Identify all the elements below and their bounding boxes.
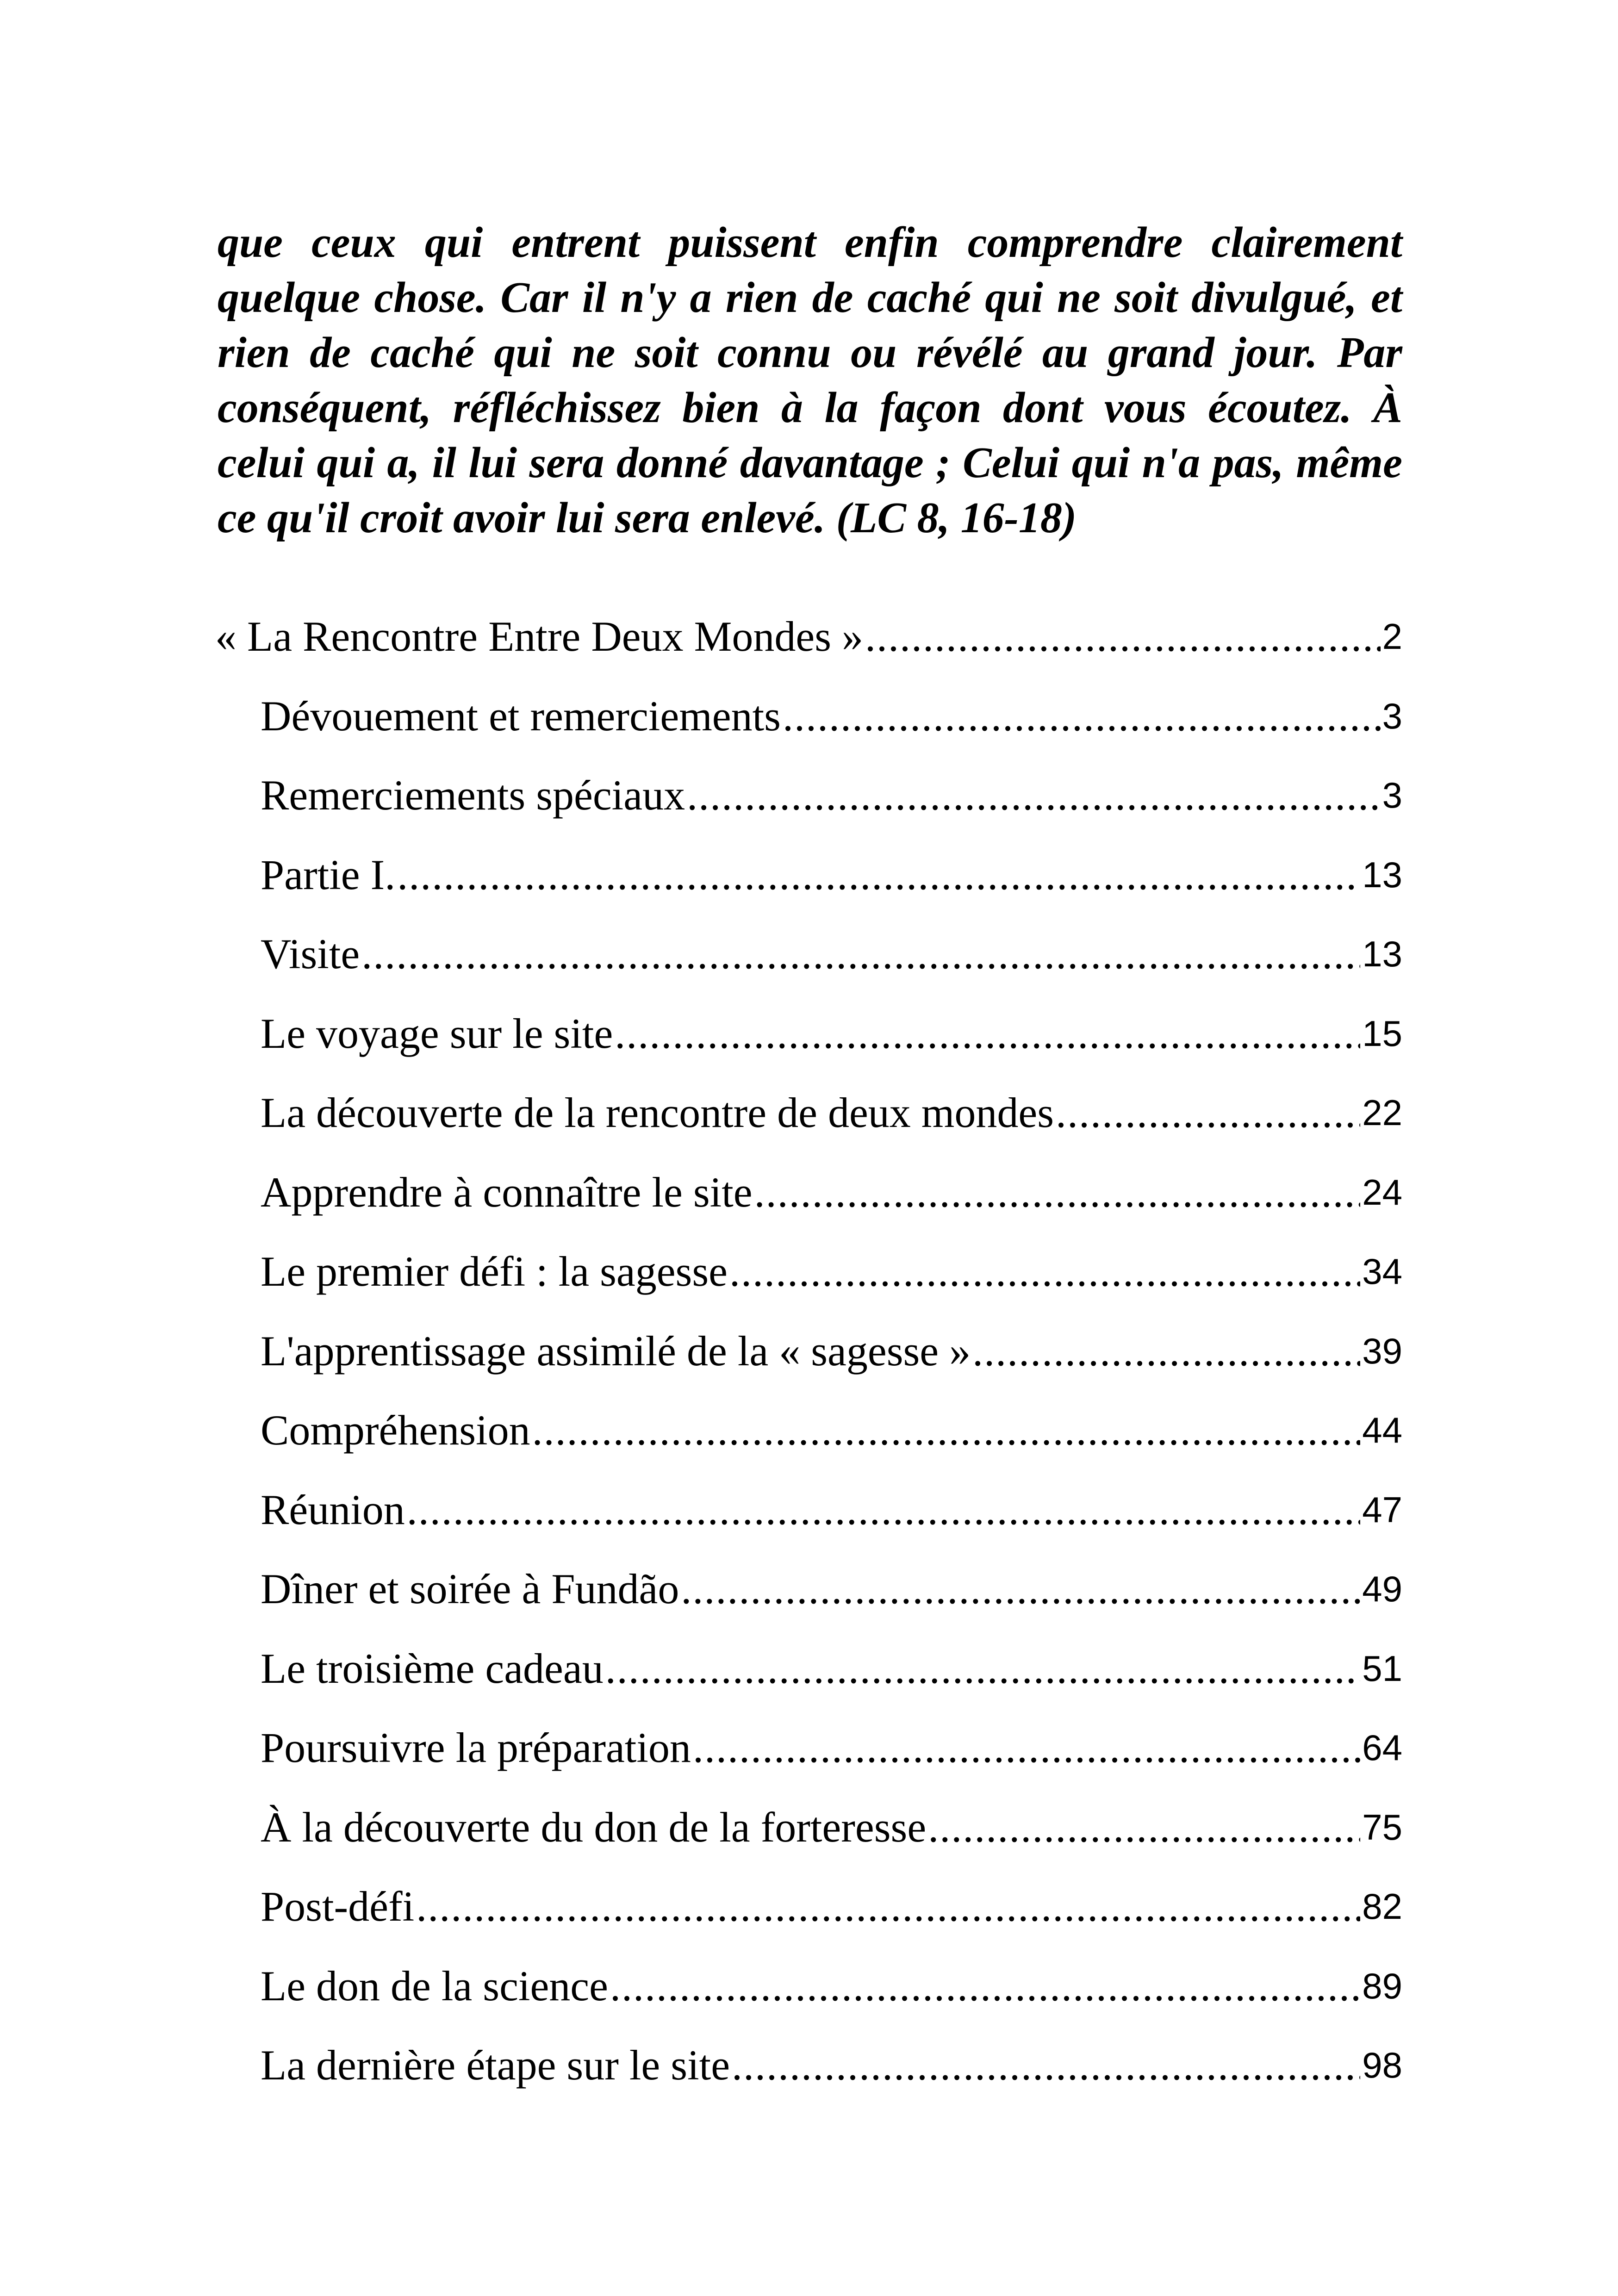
toc-entry[interactable]: [261, 1643, 1402, 1694]
toc-entry[interactable]: [261, 1960, 1402, 2011]
toc-dot-leader: [681, 1563, 1360, 1614]
toc-dot-leader: [361, 928, 1360, 979]
toc-entry[interactable]: [261, 1802, 1402, 1853]
toc-dot-leader: [693, 1722, 1360, 1773]
toc-entry-title: Remerciements spéciaux: [261, 772, 685, 819]
toc-entry[interactable]: [261, 1484, 1402, 1535]
toc-entry-title: Poursuivre la préparation: [261, 1724, 691, 1771]
scripture-quote: que ceux qui entrent puissent enfin comprendre clairement quelque chose. Car il n'y a rien de caché qui ne soit divulgué, et rien de caché qui ne soit connu ou révélé au grand jour. Par conséquent, réfléchissez bien à la façon dont vous écoutez. À celui qui a, il lui sera donné davantage ; Celui qui n'a pas, même ce qu'il croit avoir lui sera enlevé. (LC 8, 16-18): [218, 218, 1402, 542]
toc-dot-leader: [397, 849, 1360, 900]
toc-entry-page-number: 3: [1382, 775, 1402, 815]
toc-entry-title: Dévouement et remerciements: [261, 692, 781, 740]
toc-dot-leader: [928, 1802, 1360, 1853]
toc-dot-leader: [865, 611, 1381, 662]
toc-entry-title: Compréhension: [261, 1406, 530, 1454]
toc-entry[interactable]: [261, 2040, 1402, 2091]
toc-entry[interactable]: [261, 1563, 1402, 1614]
toc-dot-leader: [732, 2040, 1360, 2091]
toc-entry-title: À la découverte du don de la forteresse: [261, 1804, 927, 1851]
toc-entry-page-number: 3: [1382, 696, 1402, 736]
toc-dot-leader: [783, 691, 1381, 741]
toc-entry-title: Le voyage sur le site: [261, 1010, 613, 1057]
toc-dot-leader: [754, 1167, 1361, 1218]
toc-entry-title: Le troisième cadeau: [261, 1645, 604, 1692]
toc-entry[interactable]: [261, 1325, 1402, 1376]
toc-entry-page-number: 34: [1362, 1251, 1402, 1292]
toc-entry[interactable]: [261, 770, 1402, 821]
toc-dot-leader: [972, 1325, 1360, 1376]
toc-dot-leader: [407, 1484, 1360, 1535]
toc-entry-page-number: 44: [1362, 1410, 1402, 1450]
toc-dot-leader: [532, 1405, 1361, 1456]
toc-dot-leader: [1056, 1087, 1360, 1138]
toc-entry-page-number: 82: [1362, 1886, 1402, 1927]
toc-dot-leader: [729, 1246, 1360, 1297]
toc-entry-title: Réunion: [261, 1486, 405, 1533]
toc-entry-title: L'apprentissage assimilé de la « sagesse »: [261, 1327, 971, 1375]
toc-entry[interactable]: [261, 928, 1402, 979]
toc-entry-page-number: 13: [1362, 854, 1402, 895]
toc-entry-title: Le don de la science: [261, 1962, 608, 2010]
toc-entry[interactable]: [215, 611, 1402, 662]
toc-dot-leader: [615, 1008, 1360, 1059]
toc-dot-leader: [605, 1643, 1361, 1694]
toc-entry-page-number: 49: [1362, 1568, 1402, 1609]
toc-dot-leader: [416, 1881, 1360, 1932]
toc-entry-page-number: 47: [1362, 1489, 1402, 1530]
toc-entry-title: « La Rencontre Entre Deux Mondes »: [215, 613, 864, 660]
toc-entry-title: Visite: [261, 930, 360, 977]
toc-entry-page-number: 13: [1362, 933, 1402, 974]
toc-entry-title: La découverte de la rencontre de deux mondes: [261, 1089, 1054, 1136]
toc-entry-page-number: 15: [1362, 1013, 1402, 1054]
toc-entry-page-number: 64: [1362, 1727, 1402, 1768]
toc-entry-page-number: 39: [1362, 1331, 1402, 1371]
toc-dot-leader: [687, 770, 1381, 821]
toc-entry-page-number: 2: [1382, 616, 1402, 657]
toc-entry-title: La dernière étape sur le site: [261, 2041, 730, 2089]
toc-entry[interactable]: [261, 691, 1402, 741]
toc-entry-page-number: 75: [1362, 1807, 1402, 1848]
toc-entry-page-number: 51: [1362, 1648, 1402, 1689]
toc-entry[interactable]: [261, 1405, 1402, 1456]
toc-entry[interactable]: [261, 1167, 1402, 1218]
toc-entry-title: Dîner et soirée à Fundão: [261, 1565, 679, 1612]
toc-entry-page-number: 89: [1362, 1966, 1402, 2006]
toc-entry-title: Le premier défi : la sagesse: [261, 1248, 728, 1295]
toc-entry-title: Post-défi: [261, 1883, 415, 1930]
toc-entry[interactable]: [261, 849, 1402, 900]
toc-entry[interactable]: [261, 1246, 1402, 1297]
toc-entry-page-number: 98: [1362, 2045, 1402, 2085]
toc-dot-leader: [610, 1960, 1360, 2011]
toc-entry[interactable]: [261, 1722, 1402, 1773]
toc-entry[interactable]: [261, 1008, 1402, 1059]
toc-entry-page-number: 22: [1362, 1092, 1402, 1133]
toc-entry[interactable]: [261, 1881, 1402, 1932]
toc-entry-page-number: 24: [1362, 1172, 1402, 1213]
toc-entry[interactable]: [261, 1087, 1402, 1138]
toc-entry-title: Apprendre à connaître le site: [261, 1169, 753, 1216]
toc-entry-title: Partie I.: [261, 851, 396, 898]
